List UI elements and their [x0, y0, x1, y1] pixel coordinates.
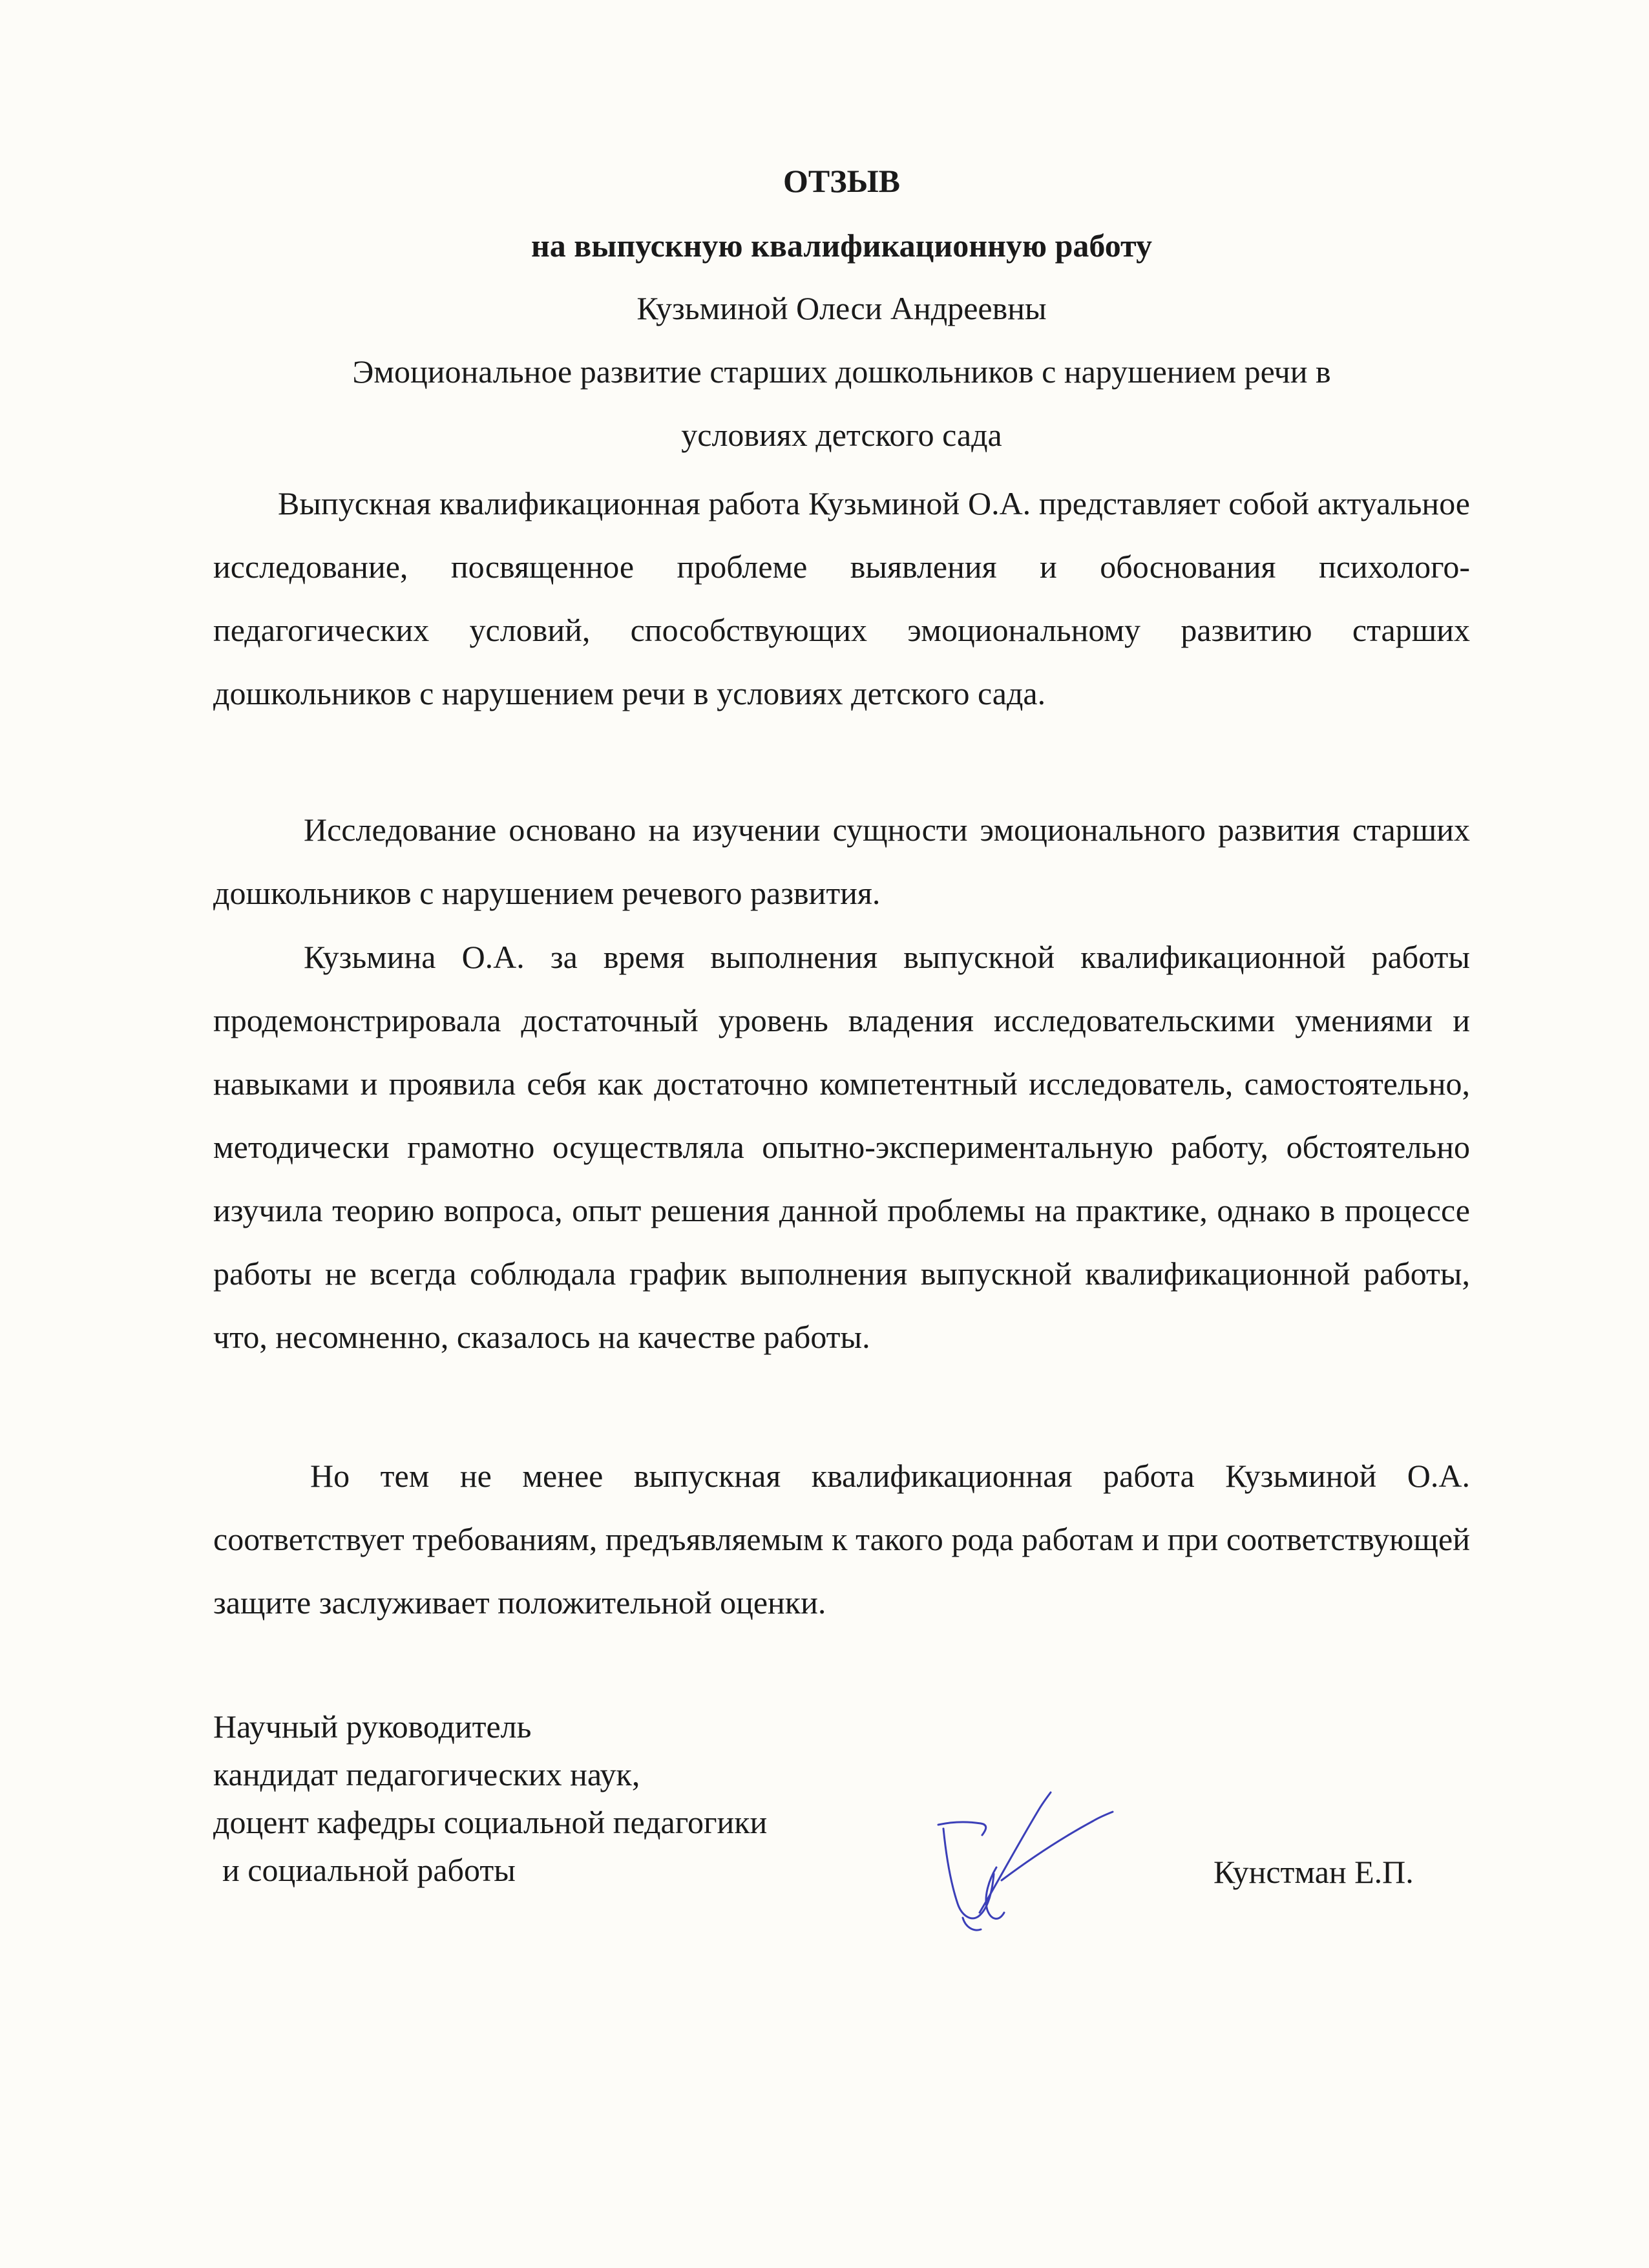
student-name: Кузьминой Олеси Андреевны	[636, 290, 1047, 326]
supervisor-role: Научный руководитель	[213, 1708, 532, 1745]
review-paragraph-2: Исследование основано на изучении сущности эмоционального развития старших дошкольников с нарушением речевого развития.	[213, 812, 1470, 911]
supervisor-position-line-1: доцент кафедры социальной педагогики	[213, 1804, 768, 1840]
review-paragraph-4: Но тем не менее выпускная квалификационная работа Кузьминой О.А. соответствует требованиям, предъявляемым к такого рода работам и при соответствующей защите заслуживает положительной оценки.	[213, 1458, 1470, 1621]
supervisor-position-line-2: и социальной работы	[222, 1852, 516, 1888]
review-paragraph-1: Выпускная квалификационная работа Кузьминой О.А. представляет собой актуальное исследование, посвященное проблеме выявления и обоснования психолого-педагогических условий, способствующих эмоциональному развитию старших дошкольников с нарушением речи в условиях детского сада.	[213, 485, 1470, 711]
thesis-topic-line-2: условиях детского сада	[681, 417, 1002, 453]
document-title: ОТЗЫВ	[782, 163, 901, 199]
supervisor-credentials	[213, 1703, 767, 1894]
supervisor-name: Кунстман Е.П.	[1213, 1854, 1414, 1890]
handwritten-signature-icon	[924, 1783, 1118, 1938]
thesis-topic-line-1: Эмоциональное развитие старших дошкольников с нарушением речи в	[352, 353, 1331, 390]
document-subtitle: на выпускную квалификационную работу	[530, 227, 1153, 264]
review-paragraph-3: Кузьмина О.А. за время выполнения выпускной квалификационной работы продемонстрировала достаточный уровень владения исследовательскими умениями и навыками и проявила себя как достаточно компетентный исследователь, самостоятельно, методически грамотно осуществляла опытно-экспериментальную работу, обстоятельно изучила теорию вопроса, опыт решения данной проблемы на практике, однако в процессе работы не всегда соблюдала график выполнения выпускной квалификационной работы, что, несомненно, сказалось на качестве работы.	[213, 939, 1470, 1355]
supervisor-degree: кандидат педагогических наук,	[213, 1756, 640, 1792]
